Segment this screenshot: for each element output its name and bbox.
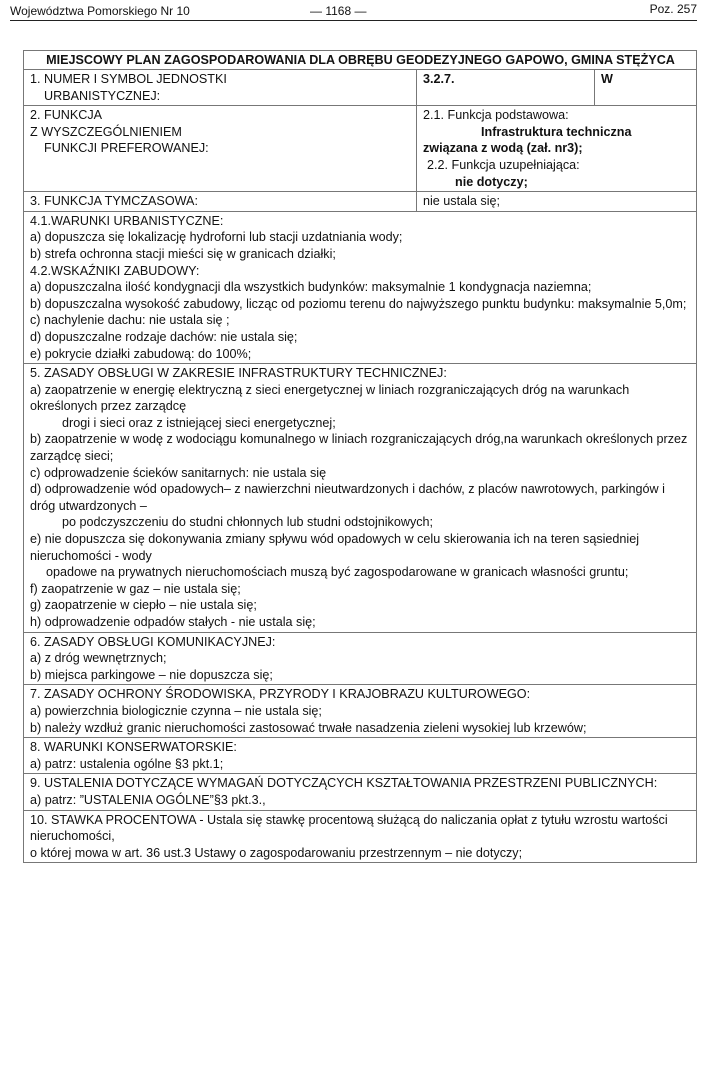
- section-heading: 7. ZASADY OCHRONY ŚRODOWISKA, PRZYRODY I KRAJOBRAZU KULTUROWEGO:: [30, 687, 531, 702]
- list-item: c) nachylenie dachu: nie ustala się ;: [30, 313, 230, 328]
- row-1: [24, 70, 697, 106]
- list-item: a) patrz: ustalenia ogólne §3 pkt.1;: [30, 756, 224, 771]
- conservation-cell: [24, 738, 697, 774]
- row-7: [24, 685, 697, 738]
- plan-table: [23, 50, 697, 863]
- list-item: g) zaopatrzenie w ciepło – nie ustala się;: [30, 598, 257, 613]
- row-3: [24, 192, 697, 212]
- row-6: [24, 632, 697, 685]
- document-title: MIEJSCOWY PLAN ZAGOSPODAROWANIA DLA OBRĘBU GEODEZYJNEGO GAPOWO, GMINA STĘŻYCA: [24, 51, 697, 70]
- list-item: c) odprowadzenie ścieków sanitarnych: nie ustala się: [30, 465, 327, 480]
- unit-label-line2: URBANISTYCZNEJ:: [44, 88, 161, 103]
- page-header: [10, 2, 697, 21]
- function-label-cell: [24, 106, 417, 192]
- list-item: b) dopuszczalna wysokość zabudowy, licząc od poziomu terenu do najwyższego punktu budynku: maksymalnie 5,0m;: [30, 296, 687, 311]
- urban-conditions-cell: [24, 211, 697, 363]
- row-10: [24, 810, 697, 863]
- list-item: a) zaopatrzenie w energię elektryczną z sieci energetycznej w liniach rozgraniczających dróg na warunkach określonych przez zarządcę: [30, 382, 630, 414]
- list-item: a) dopuszcza się lokalizację hydroforni lub stacji uzdatniania wody;: [30, 230, 403, 245]
- list-item: d) odprowadzenie wód opadowych– z nawierzchni nieutwardzonych i dachów, z placów nawrotowych, parkingów i dróg utwardzonych –: [30, 482, 665, 513]
- list-item: f) zaopatrzenie w gaz – nie ustala się;: [30, 581, 241, 596]
- basic-function-value-line1: Infrastruktura techniczna: [481, 124, 632, 139]
- unit-number: 3.2.7.: [417, 70, 595, 106]
- section-heading: 10. STAWKA PROCENTOWA - Ustala się stawkę procentową służącą do naliczania opłat z tytułu wzrostu wartości nieruchomości,: [30, 812, 668, 844]
- function-label-line2: Z WYSZCZEGÓLNIENIEM: [30, 124, 182, 139]
- percentage-rate-cell: [24, 810, 697, 863]
- row-5: [24, 364, 697, 633]
- list-item-continuation: drogi i sieci oraz z istniejącej sieci energetycznej;: [62, 415, 336, 430]
- unit-label-line1: 1. NUMER I SYMBOL JEDNOSTKI: [30, 72, 227, 86]
- environment-cell: [24, 685, 697, 738]
- infrastructure-cell: [24, 364, 697, 633]
- list-item: d) dopuszczalne rodzaje dachów: nie ustala się;: [30, 329, 298, 344]
- temporary-function-label: 3. FUNKCJA TYMCZASOWA:: [24, 192, 417, 212]
- transport-cell: [24, 632, 697, 685]
- unit-symbol: W: [595, 70, 697, 106]
- list-item: b) miejsca parkingowe – nie dopuszcza się;: [30, 667, 273, 682]
- basic-function-value-line2: związana z wodą (zał. nr3);: [423, 141, 583, 156]
- section-heading: 4.1.WARUNKI URBANISTYCZNE:: [30, 213, 224, 228]
- temporary-function-value: nie ustala się;: [417, 192, 697, 212]
- list-item: e) nie dopuszcza się dokonywania zmiany spływu wód opadowych w celu skierowania ich na teren sąsiedniej nieruchomości - wody: [30, 532, 640, 563]
- list-item: b) należy wzdłuż granic nieruchomości zastosować trwałe nasadzenia zieleni wysokiej lub krzewów;: [30, 720, 587, 735]
- list-item: h) odprowadzenie odpadów stałych - nie ustala się;: [30, 615, 316, 629]
- list-item: a) dopuszczalna ilość kondygnacji dla wszystkich budynków: maksymalnie 1 kondygnacja naziemna;: [30, 280, 592, 295]
- list-item: e) pokrycie działki zabudową: do 100%;: [30, 346, 252, 361]
- extra-function-label: 2.2. Funkcja uzupełniająca:: [427, 157, 580, 172]
- function-label-line3: FUNKCJI PREFEROWANEJ:: [44, 141, 209, 156]
- section-heading: 9. USTALENIA DOTYCZĄCE WYMAGAŃ DOTYCZĄCYCH KSZTAŁTOWANIA PRZESTRZENI PUBLICZNYCH:: [30, 776, 658, 791]
- extra-function-value: nie dotyczy;: [455, 174, 528, 189]
- list-item: o której mowa w art. 36 ust.3 Ustawy o zagospodarowaniu przestrzennym – nie dotyczy;: [30, 845, 523, 860]
- function-label-line1: 2. FUNKCJA: [30, 108, 103, 123]
- list-item: a) powierzchnia biologicznie czynna – nie ustala się;: [30, 703, 322, 718]
- list-item: b) zaopatrzenie w wodę z wodociągu komunalnego w liniach rozgraniczających dróg,na warunkach określonych przez zarządcę sieci;: [30, 432, 688, 464]
- function-value-cell: [417, 106, 697, 192]
- section-heading: 5. ZASADY OBSŁUGI W ZAKRESIE INFRASTRUKTURY TECHNICZNEJ:: [30, 366, 447, 381]
- list-item: b) strefa ochronna stacji mieści się w granicach działki;: [30, 246, 336, 261]
- position-number: Poz. 257: [649, 2, 697, 16]
- list-item-continuation: opadowe na prywatnych nieruchomościach muszą być zagospodarowane w granicach własności gruntu;: [46, 565, 629, 580]
- list-item: a) z dróg wewnętrznych;: [30, 651, 167, 666]
- unit-label-cell: [24, 70, 417, 106]
- row-4: [24, 211, 697, 363]
- list-item: a) patrz: ”USTALENIA OGÓLNE”§3 pkt.3.,: [30, 792, 266, 807]
- row-8: [24, 738, 697, 774]
- section-heading: 4.2.WSKAŹNIKI ZABUDOWY:: [30, 263, 200, 278]
- section-heading: 6. ZASADY OBSŁUGI KOMUNIKACYJNEJ:: [30, 634, 276, 649]
- basic-function-label: 2.1. Funkcja podstawowa:: [423, 108, 569, 123]
- title-row: [24, 51, 697, 70]
- journal-name: Województwa Pomorskiego Nr 10: [10, 4, 190, 18]
- row-2: [24, 106, 697, 192]
- page-number: — 1168 —: [310, 4, 367, 18]
- public-space-cell: [24, 774, 697, 810]
- row-9: [24, 774, 697, 810]
- list-item-continuation: po podczyszczeniu do studni chłonnych lub studni odstojnikowych;: [62, 515, 434, 530]
- section-heading: 8. WARUNKI KONSERWATORSKIE:: [30, 740, 237, 755]
